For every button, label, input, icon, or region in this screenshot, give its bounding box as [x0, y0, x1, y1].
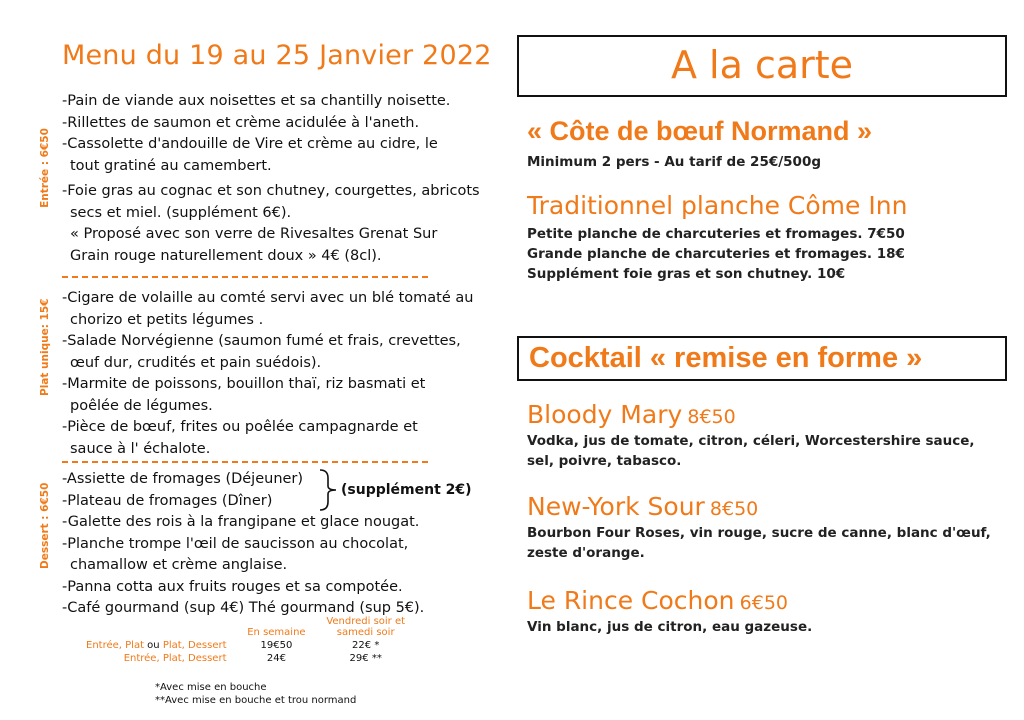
menu-item-line: -Marmite de poissons, bouillon thaï, riz basmati et: [62, 376, 426, 392]
menu-item-line: poêlée de légumes.: [70, 397, 213, 414]
menu-item: [62, 512, 502, 534]
menu-item-line: -Assiette de fromages (Déjeuner): [62, 471, 304, 487]
menu-item-line: chorizo et petits légumes .: [70, 311, 264, 328]
menu-item-line: tout gratiné au camembert.: [70, 157, 272, 174]
footnote-1: *Avec mise en bouche: [155, 682, 267, 693]
menu-item-line: -Plateau de fromages (Dîner): [62, 492, 273, 509]
menu-item-line: -Foie gras au cognac et son chutney, courgettes, abricots: [62, 183, 480, 199]
cocktail-desc-2: zeste d'orange.: [527, 545, 645, 561]
menu-item-line: -Pièce de bœuf, frites ou poêlée campagnarde et: [62, 419, 418, 435]
menu-item: [62, 113, 502, 135]
price-row1-weekend: 22€ *: [352, 640, 380, 651]
menu-item: [62, 417, 502, 460]
cocktail-price: 8€50: [687, 406, 736, 428]
cote-desc: Minimum 2 pers - Au tarif de 25€/500g: [527, 154, 822, 170]
menu-item: [62, 374, 502, 417]
cote-title: « Côte de bœuf Normand »: [527, 116, 873, 146]
planche-line-2: Grande planche de charcuteries et fromages. 18€: [527, 246, 905, 262]
menu-item-line: « Proposé avec son verre de Rivesaltes Grenat Sur: [70, 226, 438, 242]
entree-section-label: Entrée : 6€50: [39, 128, 51, 208]
planche-line-3: Supplément foie gras et son chutney. 10€: [527, 266, 846, 282]
menu-item-line: -Cassolette d'andouille de Vire et crème au cidre, le: [62, 136, 438, 152]
cocktail-bloody-mary: [527, 400, 975, 471]
menu-item: [62, 577, 502, 599]
menu-item: [62, 181, 502, 267]
cocktail-title-box: Cocktail « remise en forme »: [517, 336, 1007, 381]
separator-1: [62, 276, 428, 278]
menu-item-line: -Panna cotta aux fruits rouges et sa compotée.: [62, 578, 403, 595]
cocktail-desc-1: Vodka, jus de tomate, citron, céleri, Worcestershire sauce,: [527, 433, 975, 449]
menu-item: [62, 534, 502, 577]
cocktail-desc-1: Vin blanc, jus de citron, eau gazeuse.: [527, 619, 813, 635]
menu-item-line: -Galette des rois à la frangipane et glace nougat.: [62, 514, 420, 530]
menu-item-line: -Cigare de volaille au comté servi avec un blé tomaté au: [62, 290, 474, 306]
planche-title: Traditionnel planche Côme Inn: [527, 191, 908, 220]
menu-item-line: -Salade Norvégienne (saumon fumé et frais, crevettes,: [62, 333, 461, 349]
menu-item-line: -Pain de viande aux noisettes et sa chantilly noisette.: [62, 93, 451, 109]
cocktail-rince-cochon: [527, 586, 812, 637]
planche-line-1: Petite planche de charcuteries et fromages. 7€50: [527, 226, 905, 242]
cocktail-new-york-sour: [527, 492, 991, 563]
menu-item-line: -Planche trompe l'œil de saucisson au chocolat,: [62, 535, 409, 552]
menu-item-line: œuf dur, crudités et pain suédois).: [70, 354, 322, 371]
footnotes: [155, 681, 356, 707]
plats-list: [62, 288, 502, 460]
entrees-list: [62, 91, 502, 267]
supplement-note: (supplément 2€): [341, 482, 472, 498]
curly-brace-icon: [318, 468, 342, 512]
carte-title-box: A la carte: [517, 35, 1007, 97]
menu-item-line: chamallow et crème anglaise.: [70, 557, 288, 573]
planche-list: [527, 224, 905, 284]
menu-item: [62, 134, 502, 177]
dessert-section-label: Dessert : 6€50: [39, 482, 51, 569]
menu-item-line: Grain rouge naturellement doux » 4€ (8cl).: [70, 247, 382, 264]
menu-item-line: sauce à l' échalote.: [70, 440, 211, 457]
menu-item: [62, 288, 502, 331]
price-table: [80, 615, 411, 665]
menu-item-line: secs et miel. (supplément 6€).: [70, 204, 292, 221]
cocktail-desc-1: Bourbon Four Roses, vin rouge, sucre de canne, blanc d'œuf,: [527, 525, 991, 541]
separator-2: [62, 461, 428, 463]
price-col-header-weekend: Vendredi soir et samedi soir: [326, 616, 406, 638]
menu-item: [62, 331, 502, 374]
cocktail-price: 6€50: [739, 592, 788, 614]
cocktail-name: New-York Sour: [527, 492, 705, 521]
footnote-2: **Avec mise en bouche et trou normand: [155, 695, 357, 706]
price-row1-semaine: 19€50: [260, 640, 293, 651]
cocktail-price: 8€50: [709, 498, 759, 520]
menu-item: [62, 91, 502, 113]
price-row2-weekend: 29€ **: [349, 653, 382, 664]
price-row1-label: Entrée, Plat ou Plat, Dessert: [86, 640, 227, 651]
price-row2-semaine: 24€: [266, 653, 286, 664]
plat-section-label: Plat unique: 15€: [39, 298, 51, 396]
menu-item-line: -Rillettes de saumon et crème acidulée à l'aneth.: [62, 114, 420, 131]
cocktail-desc-2: sel, poivre, tabasco.: [527, 453, 682, 469]
price-row2-label: Entrée, Plat, Dessert: [123, 653, 227, 664]
menu-item-line: -Café gourmand (sup 4€) Thé gourmand (sup 5€).: [62, 600, 425, 616]
cocktail-name: Le Rince Cochon: [527, 586, 735, 615]
menu-title: Menu du 19 au 25 Janvier 2022: [62, 40, 492, 71]
cocktail-name: Bloody Mary: [527, 400, 683, 429]
price-col-header-semaine: En semaine: [247, 627, 306, 638]
